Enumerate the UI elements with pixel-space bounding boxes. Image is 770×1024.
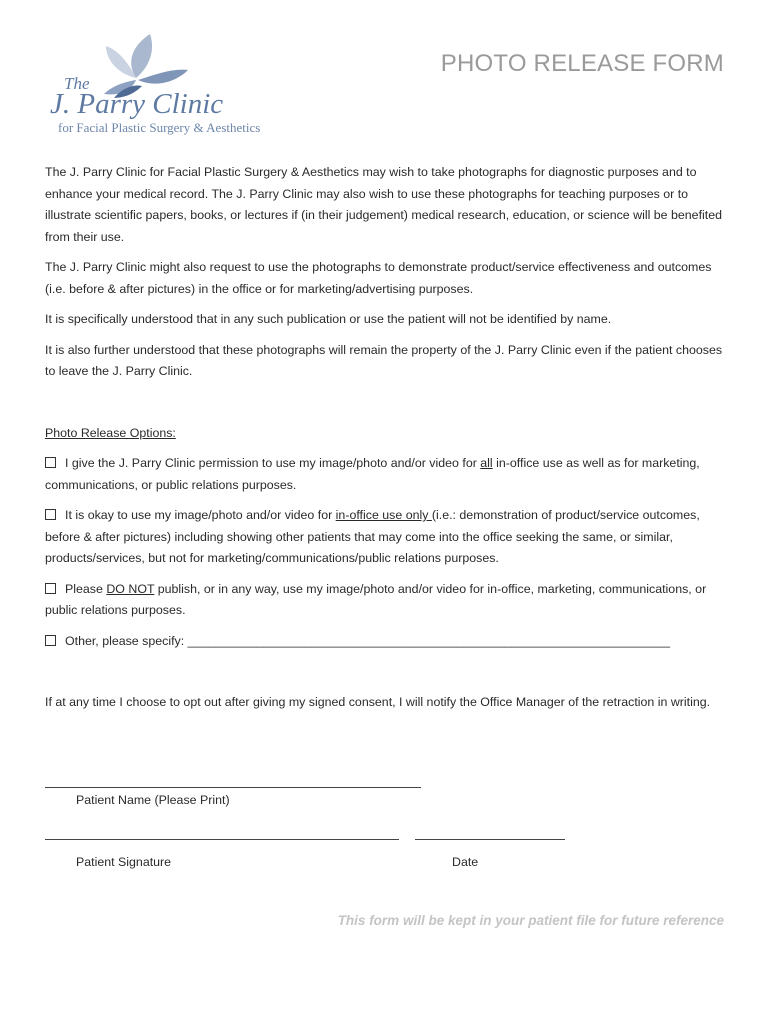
logo-name: J. Parry Clinic [50, 88, 224, 120]
clinic-logo [40, 28, 272, 138]
anonymity-paragraph: It is specifically understood that in any such publication or use the patient will not be identified by name. [45, 312, 612, 326]
patient-name-label: Patient Name (Please Print) [76, 793, 230, 807]
form-title: PHOTO RELEASE FORM [440, 50, 724, 77]
option-all-use: I give the J. Parry Clinic permission to use my image/photo and/or video for all in-office use as well as for marketing, communications, or public relations purposes. [45, 456, 700, 492]
option-in-office-only: It is okay to use my image/photo and/or video for in-office use only (i.e.: demonstration of product/service outcomes, before & after pictures) including showing other patients that may come into the office seeking the same, or similar, products/services, but not for marketing/communications/public relations purposes. [45, 508, 700, 565]
logo-subtitle: for Facial Plastic Surgery & Aesthetics [58, 120, 261, 135]
patient-name-line[interactable] [45, 787, 421, 788]
date-line[interactable] [415, 839, 565, 840]
property-paragraph: It is also further understood that these photographs will remain the property of the J. Parry Clinic even if the patient chooses to leave the J. Parry Clinic. [45, 342, 723, 378]
intro-paragraph: The J. Parry Clinic for Facial Plastic Surgery & Aesthetics may wish to take photographs for diagnostic purposes and to enhance your medical record. The J. Parry Clinic may also wish to use these photographs for teaching purposes or to illustrate scientific papers, books, or lectures if (in their judgement) medical research, education, or science will be benefited from their use. [45, 165, 722, 244]
checkbox-other[interactable] [45, 635, 56, 646]
other-specify-field[interactable]: ______________________________________________________________________ [187, 633, 670, 648]
option-do-not-publish: Please DO NOT publish, or in any way, use my image/photo and/or video for in-office, marketing, communications, or public relations purposes. [45, 581, 707, 617]
opt-out-paragraph: If at any time I choose to opt out after giving my signed consent, I will notify the Office Manager of the retraction in writing. [45, 695, 711, 709]
form-body [45, 162, 727, 723]
option-other: Other, please specify: ______________________________________________________________________ [45, 631, 727, 653]
logo-the: The [64, 74, 90, 93]
footer-note: This form will be kept in your patient file for future reference [337, 913, 724, 928]
checkbox-do-not-publish[interactable] [45, 583, 56, 594]
options-heading: Photo Release Options: [45, 425, 176, 440]
checkbox-in-office-only[interactable] [45, 509, 56, 520]
patient-signature-line[interactable] [45, 839, 399, 840]
checkbox-all-use[interactable] [45, 457, 56, 468]
date-label: Date [452, 855, 479, 869]
patient-signature-label: Patient Signature [76, 855, 172, 869]
marketing-paragraph: The J. Parry Clinic might also request to use the photographs to demonstrate product/service effectiveness and outcomes (i.e. before & after pictures) in the office or for marketing/advertising purposes. [45, 260, 712, 296]
